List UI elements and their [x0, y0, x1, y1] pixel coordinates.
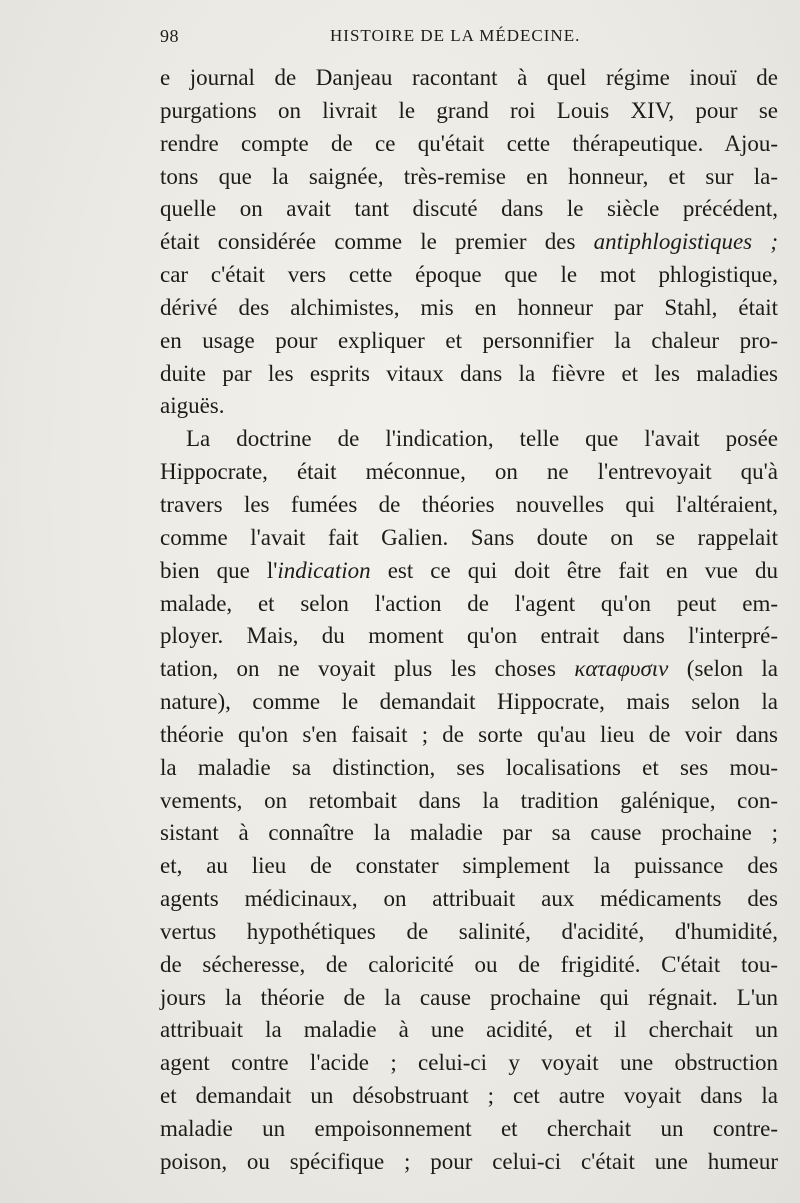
text-segment: et demandait un désobstruant ; cet autre voyait dans la: [160, 1083, 778, 1109]
text-line: [160, 1146, 778, 1179]
text-segment: est ce qui doit être fait en vue du: [370, 557, 779, 583]
italic-text: κατaφυσιν: [574, 656, 669, 682]
text-line: [160, 752, 778, 785]
text-line: [160, 883, 778, 916]
text-line: [160, 1080, 778, 1113]
text-segment: agents médicinaux, on attribuait aux médicaments des: [160, 886, 778, 912]
page-header: [160, 26, 760, 56]
text-line: [160, 1047, 778, 1080]
text-segment: (selon la: [668, 656, 778, 682]
text-line: [160, 325, 778, 358]
text-line: [160, 292, 778, 325]
text-segment: car c'était vers cette époque que le mot phlogistique,: [160, 262, 778, 288]
text-segment: dérivé des alchimistes, mis en honneur par Stahl, était: [160, 294, 778, 320]
text-segment: e journal de Danjeau racontant à quel régime inouï de: [160, 65, 778, 90]
text-line: [160, 982, 778, 1015]
text-line: [160, 588, 778, 621]
text-line: [160, 1113, 778, 1146]
text-line: [160, 193, 778, 226]
text-line: [160, 128, 778, 161]
text-segment: de sécheresse, de caloricité ou de frigidité. C'était tou-: [160, 951, 778, 977]
text-segment: en usage pour expliquer et personnifier la chaleur pro-: [160, 327, 778, 353]
text-line: [160, 719, 778, 752]
text-segment: sistant à connaître la maladie par sa cause prochaine ;: [160, 820, 778, 846]
text-segment: purgations on livrait le grand roi Louis XIV, pour se: [160, 97, 778, 123]
page-number: 98: [160, 26, 179, 46]
text-line: [160, 949, 778, 982]
text-segment: ployer. Mais, du moment qu'on entrait dans l'interpré-: [160, 623, 778, 649]
italic-text: indication: [277, 557, 371, 583]
text-line: [160, 653, 778, 686]
text-line: [160, 555, 778, 588]
text-line: [160, 785, 778, 818]
text-segment: duite par les esprits vitaux dans la fièvre et les maladies: [160, 360, 778, 386]
text-segment: bien que l': [160, 557, 278, 583]
text-segment: quelle on avait tant discuté dans le siècle précédent,: [160, 196, 778, 222]
text-line: [160, 226, 778, 259]
text-segment: attribuait la maladie à une acidité, et il cherchait un: [160, 1017, 778, 1043]
text-line: [160, 390, 778, 423]
text-line: [160, 489, 778, 522]
text-line: [160, 95, 778, 128]
text-line: [160, 522, 778, 555]
text-segment: vements, on retombait dans la tradition galénique, con-: [160, 787, 778, 813]
text-segment: et, au lieu de constater simplement la puissance des: [160, 853, 778, 879]
text-line: [160, 423, 778, 456]
text-line: [160, 686, 778, 719]
text-segment: jours la théorie de la cause prochaine qui régnait. L'un: [160, 984, 778, 1010]
text-segment: tation, on ne voyait plus les choses: [160, 656, 575, 682]
italic-text: antiphlogistiques ;: [593, 229, 778, 255]
text-segment: travers les fumées de théories nouvelles qui l'altéraient,: [160, 491, 778, 517]
text-line: [160, 817, 778, 850]
text-segment: la maladie sa distinction, ses localisations et ses mou-: [160, 754, 778, 780]
text-segment: poison, ou spécifique ; pour celui-ci c'était une humeur: [160, 1148, 778, 1174]
text-segment: aiguës.: [160, 393, 225, 419]
running-title: HISTOIRE DE LA MÉDECINE.: [330, 26, 581, 45]
text-segment: nature), comme le demandait Hippocrate, mais selon la: [160, 689, 778, 715]
text-line: [160, 456, 778, 489]
text-segment: comme l'avait fait Galien. Sans doute on se rappelait: [160, 524, 778, 550]
text-line: [160, 259, 778, 292]
text-segment: agent contre l'acide ; celui-ci y voyait une obstruction: [160, 1050, 778, 1076]
text-segment: La doctrine de l'indication, telle que l'avait posée: [186, 426, 778, 452]
text-segment: vertus hypothétiques de salinité, d'acidité, d'humidité,: [160, 918, 778, 944]
text-segment: tons que la saignée, très-remise en honneur, et sur la-: [160, 163, 778, 189]
body-text: [160, 62, 778, 1179]
text-line: [160, 620, 778, 653]
text-line: [160, 161, 778, 194]
text-segment: Hippocrate, était méconnue, on ne l'entrevoyait qu'à: [160, 459, 778, 485]
text-segment: était considérée comme le premier des: [160, 229, 594, 255]
text-line: [160, 62, 778, 95]
text-line: [160, 358, 778, 391]
text-line: [160, 850, 778, 883]
text-segment: malade, et selon l'action de l'agent qu'on peut em-: [160, 590, 778, 616]
text-segment: théorie qu'on s'en faisait ; de sorte qu'au lieu de voir dans: [160, 721, 778, 747]
text-segment: maladie un empoisonnement et cherchait un contre-: [160, 1116, 778, 1141]
text-segment: rendre compte de ce qu'était cette thérapeutique. Ajou-: [160, 130, 778, 156]
text-line: [160, 1014, 778, 1047]
text-line: [160, 916, 778, 949]
